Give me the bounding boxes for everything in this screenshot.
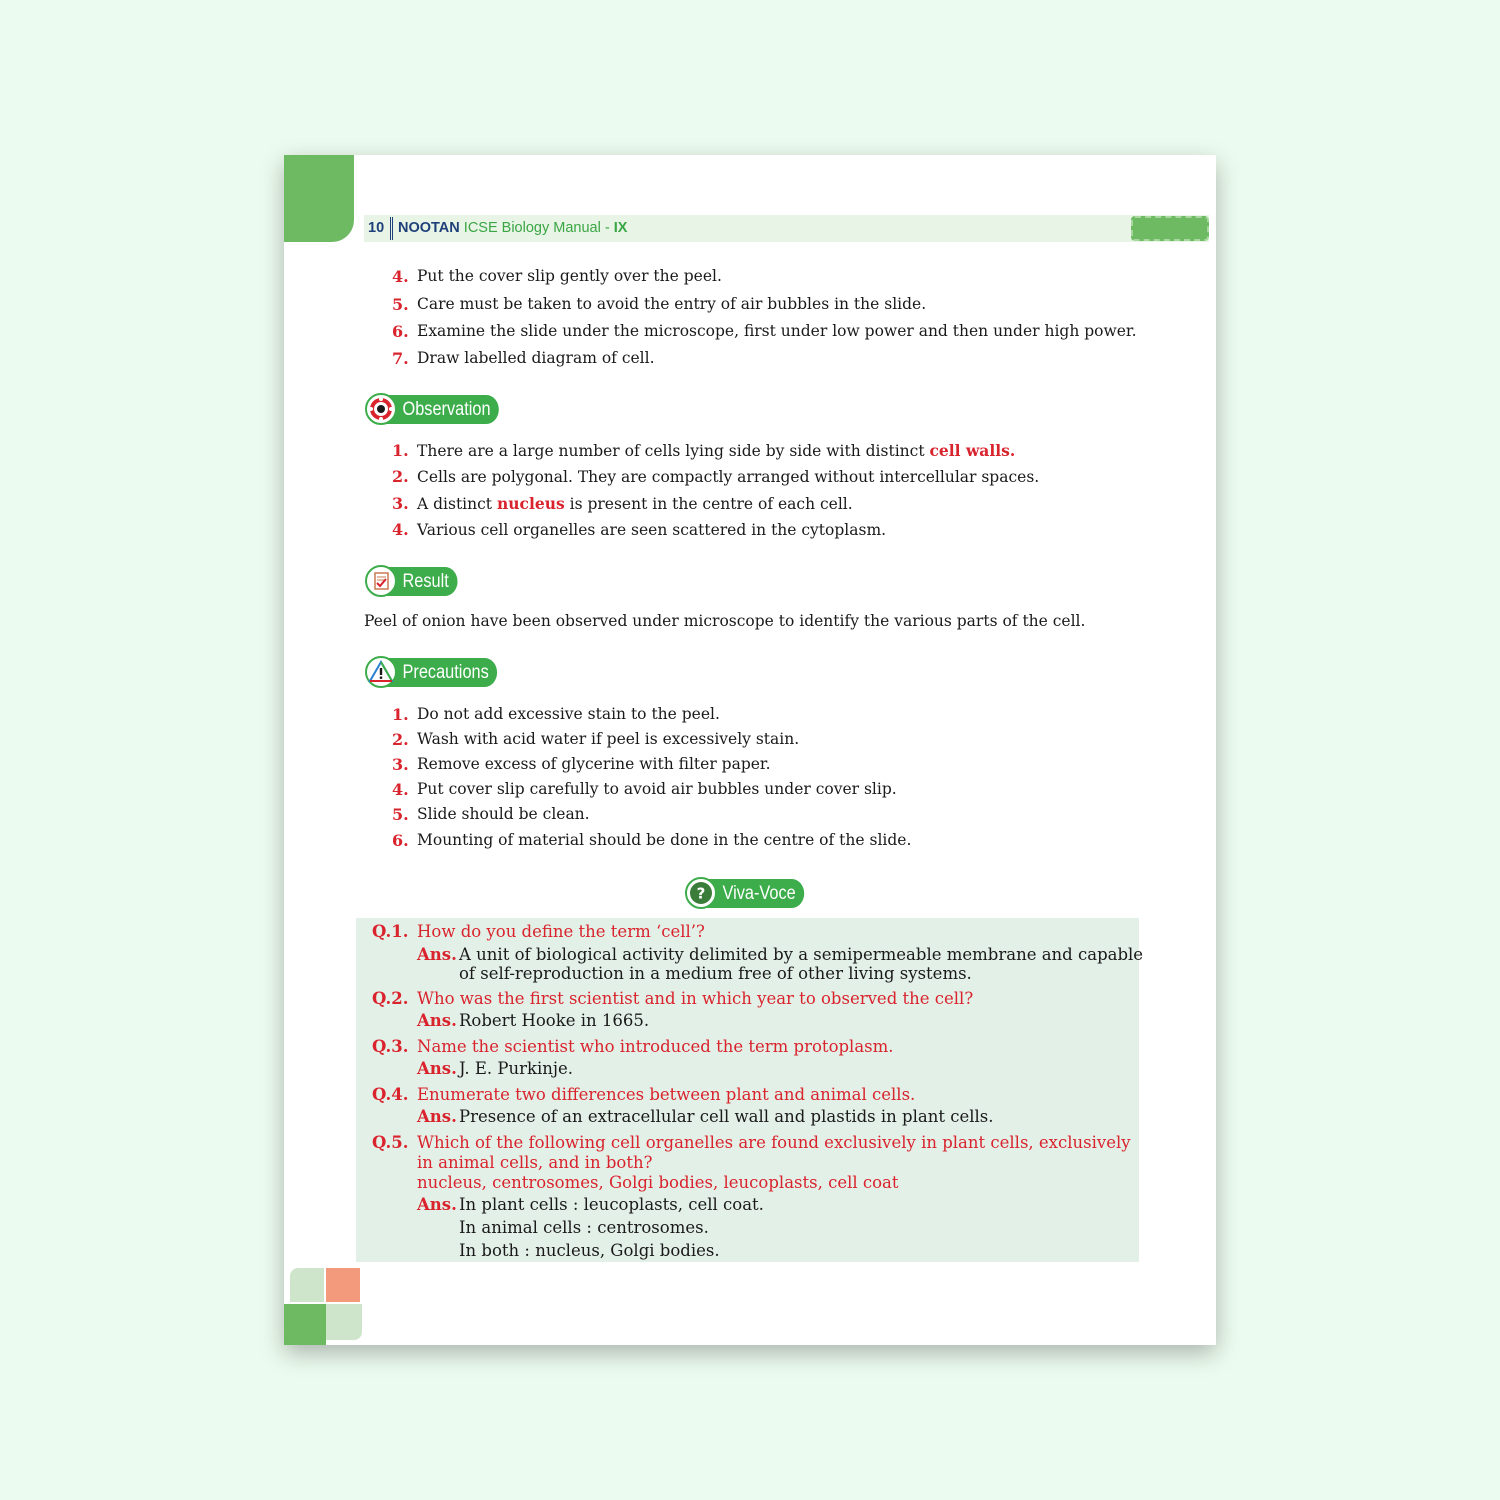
page-number: 10 <box>368 220 385 236</box>
answer-label: Ans. <box>417 1107 457 1126</box>
question-number: Q.2. <box>372 989 409 1008</box>
answer-label: Ans. <box>417 1011 457 1030</box>
question-text: Enumerate two differences between plant and animal cells. <box>417 1085 916 1104</box>
corner-square-decoration <box>326 1304 362 1340</box>
section-title: Result <box>381 567 457 596</box>
section-title: Viva-Voce <box>701 879 804 908</box>
answer-text: Robert Hooke in 1665. <box>459 1011 650 1030</box>
running-header <box>364 215 1209 242</box>
answer-text: A unit of biological activity delimited by a semipermeable membrane and capable <box>459 945 1144 964</box>
question-icon <box>685 877 717 909</box>
answer-text: J. E. Purkinje. <box>459 1059 574 1078</box>
question-number: Q.1. <box>372 922 409 941</box>
question-text: How do you define the term ‘cell’? <box>417 922 705 941</box>
question-text: Name the scientist who introduced the term protoplasm. <box>417 1037 894 1056</box>
question-text: Who was the first scientist and in which year to observed the cell? <box>417 989 974 1008</box>
question-text: nucleus, centrosomes, Golgi bodies, leucoplasts, cell coat <box>417 1173 899 1192</box>
key-term: nucleus <box>496 494 565 513</box>
corner-square-decoration <box>326 1268 360 1302</box>
question-number: Q.5. <box>372 1133 409 1152</box>
answer-text: In plant cells : leucoplasts, cell coat. <box>459 1195 764 1214</box>
header-divider <box>390 217 393 240</box>
answer-label: Ans. <box>417 945 457 964</box>
book-title <box>398 215 627 242</box>
answer-text: In animal cells : centrosomes. <box>459 1218 709 1237</box>
book-class: IX <box>613 220 628 236</box>
svg-text:?: ? <box>696 884 706 903</box>
corner-square-decoration <box>290 1268 324 1302</box>
class-separator: - <box>600 220 614 236</box>
question-number: Q.3. <box>372 1037 409 1056</box>
microscope-target-icon <box>365 393 397 425</box>
book-brand: NOOTAN <box>398 220 460 236</box>
checklist-icon <box>365 565 397 597</box>
result-text: Peel of onion have been observed under microscope to identify the various parts of the cell. <box>364 612 1086 630</box>
header-end-decoration <box>1131 216 1209 241</box>
section-title: Precautions <box>381 658 497 687</box>
question-number: Q.4. <box>372 1085 409 1104</box>
question-text: Which of the following cell organelles are found exclusively in plant cells, exclusively <box>417 1133 1131 1152</box>
corner-tab-decoration <box>284 155 354 242</box>
warning-triangle-icon <box>365 656 397 688</box>
viva-voce-panel <box>356 918 1144 1262</box>
corner-square-decoration <box>284 1304 326 1345</box>
answer-label: Ans. <box>417 1059 457 1078</box>
section-title: Observation <box>381 395 499 424</box>
book-page: 10 NOOTAN ICSE Biology Manual - IX 4. Put the cover slip gently over the peel. 5. Care must be taken to avoid the entry of air bubbles in the slide. 6. Examine the slide under the microscope, first under low power and then under high power. 7. Draw labelled diagram of cell. Observation 1. There are a large number of cells lying side by side with distinct cell walls. 2. Cells are polygonal. They are compactly arranged without intercellular spaces. 3. A distinct nucleus is present in the centre of each cell. 4. Various cell organelles are seen scattered in the cytoplasm. Result Peel of onion have been observed under microscope to identify the various parts of the cell. Precautions 1. Do not add excessive stain to the peel. 2. Wash with acid water if peel is excessively stain. 3. Remove excess of glycerine with filter paper. 4. Put cover slip carefully to avoid air bubbles under cover slip. 5. Slide should be clean. 6. Mounting of material should be done in the centre of the slide. ? Viva-Voce Q.1. How do you define the term ‘cell’? Ans. A unit of biological activity delimited by a semipermeable membrane and capable of self-reproduction in a medium free of other living systems. Q.2. Who was the first scientist and in which year to observed the cell? Ans. Robert Hooke in 1665. Q.3. Name the scientist who introduced the term protoplasm. Ans. J. E. Purkinje. Q.4. Enumerate two differences between plant and animal cells. Ans. Presence of an extracellular cell wall and plastids in plant cells. Q.5. Which of the following cell organelles are found exclusively in plant cells, exclusively in animal cells, and in both? nucleus, centrosomes, Golgi bodies, leucoplasts, cell coat Ans. In plant cells : leucoplasts, cell coat. In animal cells : centrosomes. In both : nucleus, Golgi bodies. <box>284 155 1216 1345</box>
answer-text: In both : nucleus, Golgi bodies. <box>459 1241 720 1260</box>
key-term: cell walls. <box>929 441 1016 460</box>
answer-text: of self-reproduction in a medium free of other living systems. <box>459 964 972 983</box>
answer-label: Ans. <box>417 1195 457 1214</box>
book-subtitle: ICSE Biology Manual <box>459 220 601 236</box>
answer-text: Presence of an extracellular cell wall and plastids in plant cells. <box>459 1107 994 1126</box>
question-text: in animal cells, and in both? <box>417 1153 653 1172</box>
